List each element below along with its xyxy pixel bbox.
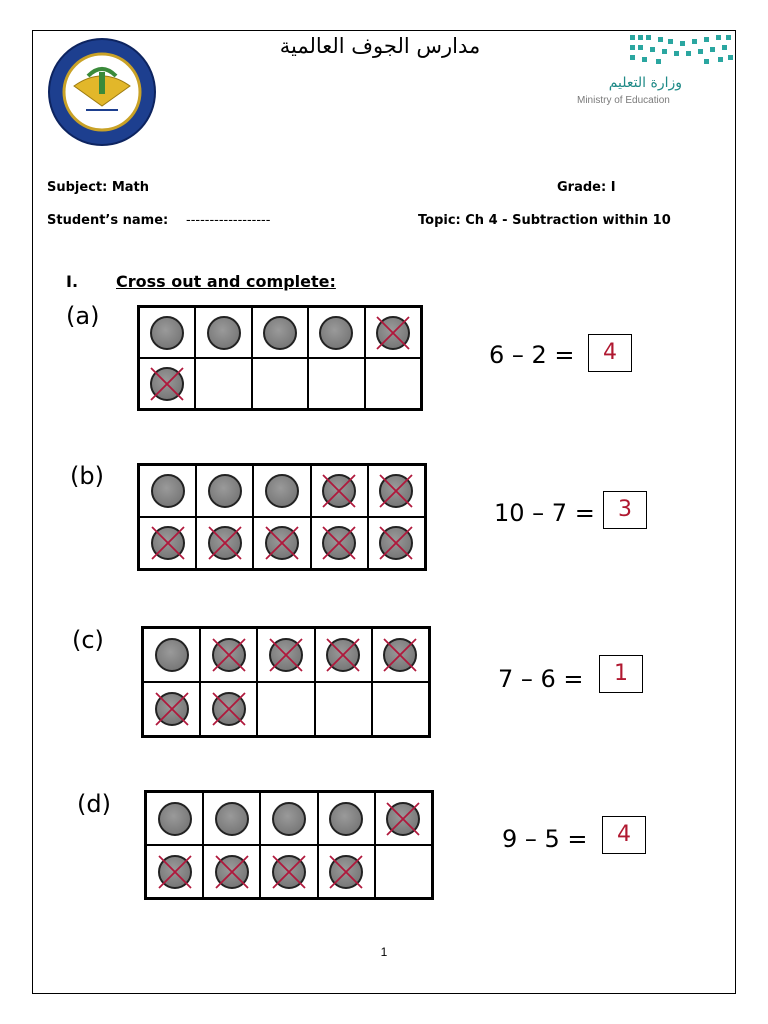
cross-out-mark [264, 633, 308, 677]
frame-cell [260, 845, 317, 898]
frame-cell [253, 517, 310, 569]
frame-cell [146, 792, 203, 845]
problem-b-equation: 10 – 7 = [494, 499, 595, 527]
frame-cell [196, 517, 253, 569]
cross-out-mark [203, 521, 247, 565]
frame-cell [203, 792, 260, 845]
frame-cell [365, 358, 421, 409]
student-name-label: Student’s name: [47, 213, 169, 228]
counter-circle[interactable] [150, 316, 184, 350]
problem-a-label: (a) [66, 302, 100, 330]
frame-cell [253, 465, 310, 517]
cross-out-mark [374, 469, 418, 513]
problem-d-label: (d) [77, 790, 111, 818]
cross-out-mark [381, 797, 425, 841]
cross-out-mark [321, 633, 365, 677]
student-name-blank[interactable]: ------------------ [186, 213, 271, 228]
frame-cell [372, 628, 429, 682]
frame-cell [146, 845, 203, 898]
frame-cell [365, 307, 421, 358]
frame-cell [311, 517, 368, 569]
cross-out-mark [150, 687, 194, 731]
frame-cell [375, 792, 432, 845]
counter-circle[interactable] [329, 802, 363, 836]
problem-a-answer[interactable]: 4 [588, 334, 632, 372]
counter-circle[interactable] [155, 638, 189, 672]
ten-frame-b [137, 463, 427, 571]
section-title: Cross out and complete: [116, 272, 336, 291]
counter-circle[interactable] [319, 316, 353, 350]
frame-cell [196, 465, 253, 517]
frame-cell [318, 845, 375, 898]
cross-out-mark [317, 469, 361, 513]
frame-cell [308, 358, 364, 409]
cross-out-mark [378, 633, 422, 677]
frame-cell [139, 465, 196, 517]
cross-out-mark [267, 850, 311, 894]
counter-circle[interactable] [207, 316, 241, 350]
cross-out-mark [317, 521, 361, 565]
frame-cell [368, 465, 425, 517]
frame-cell [139, 307, 195, 358]
frame-cell [203, 845, 260, 898]
cross-out-mark [210, 850, 254, 894]
school-name-arabic: مدارس الجوف العالمية [279, 34, 481, 58]
cross-out-mark [324, 850, 368, 894]
counter-circle[interactable] [272, 802, 306, 836]
frame-cell [257, 682, 314, 736]
frame-cell [200, 628, 257, 682]
frame-cell [308, 307, 364, 358]
school-logo [46, 36, 158, 148]
moe-name-english: Ministry of Education [577, 95, 670, 106]
problem-c-answer[interactable]: 1 [599, 655, 643, 693]
counter-circle[interactable] [151, 474, 185, 508]
frame-cell [260, 792, 317, 845]
ten-frame-a [137, 305, 423, 411]
problem-d-answer[interactable]: 4 [602, 816, 646, 854]
frame-cell [200, 682, 257, 736]
section-number: I. [66, 272, 79, 291]
ten-frame-c [141, 626, 431, 738]
frame-cell [139, 517, 196, 569]
problem-d-equation: 9 – 5 = [502, 825, 588, 853]
frame-cell [311, 465, 368, 517]
problem-c-equation: 7 – 6 = [498, 665, 584, 693]
topic-label: Topic: Ch 4 - Subtraction within 10 [418, 213, 671, 228]
frame-cell [143, 682, 200, 736]
frame-cell [143, 628, 200, 682]
frame-cell [195, 358, 251, 409]
counter-circle[interactable] [208, 474, 242, 508]
frame-cell [315, 628, 372, 682]
frame-cell [368, 517, 425, 569]
frame-cell [252, 307, 308, 358]
problem-c-label: (c) [72, 626, 104, 654]
ministry-logo [576, 33, 736, 113]
frame-cell [315, 682, 372, 736]
cross-out-mark [371, 311, 415, 355]
ten-frame-d [144, 790, 434, 900]
moe-name-arabic: وزارة التعليم [608, 75, 682, 91]
frame-cell [252, 358, 308, 409]
frame-cell [195, 307, 251, 358]
cross-out-mark [260, 521, 304, 565]
counter-circle[interactable] [265, 474, 299, 508]
cross-out-mark [153, 850, 197, 894]
frame-cell [372, 682, 429, 736]
counter-circle[interactable] [215, 802, 249, 836]
subject-label: Subject: Math [47, 180, 150, 195]
counter-circle[interactable] [263, 316, 297, 350]
frame-cell [318, 792, 375, 845]
cross-out-mark [207, 687, 251, 731]
problem-b-answer[interactable]: 3 [603, 491, 647, 529]
grade-label: Grade: I [557, 180, 616, 195]
frame-cell [139, 358, 195, 409]
cross-out-mark [207, 633, 251, 677]
counter-circle[interactable] [158, 802, 192, 836]
page-number: 1 [380, 945, 388, 959]
problem-a-equation: 6 – 2 = [489, 341, 575, 369]
moe-dots-icon [628, 33, 734, 67]
cross-out-mark [145, 362, 189, 406]
frame-cell [257, 628, 314, 682]
cross-out-mark [374, 521, 418, 565]
problem-b-label: (b) [70, 462, 104, 490]
frame-cell [375, 845, 432, 898]
cross-out-mark [146, 521, 190, 565]
